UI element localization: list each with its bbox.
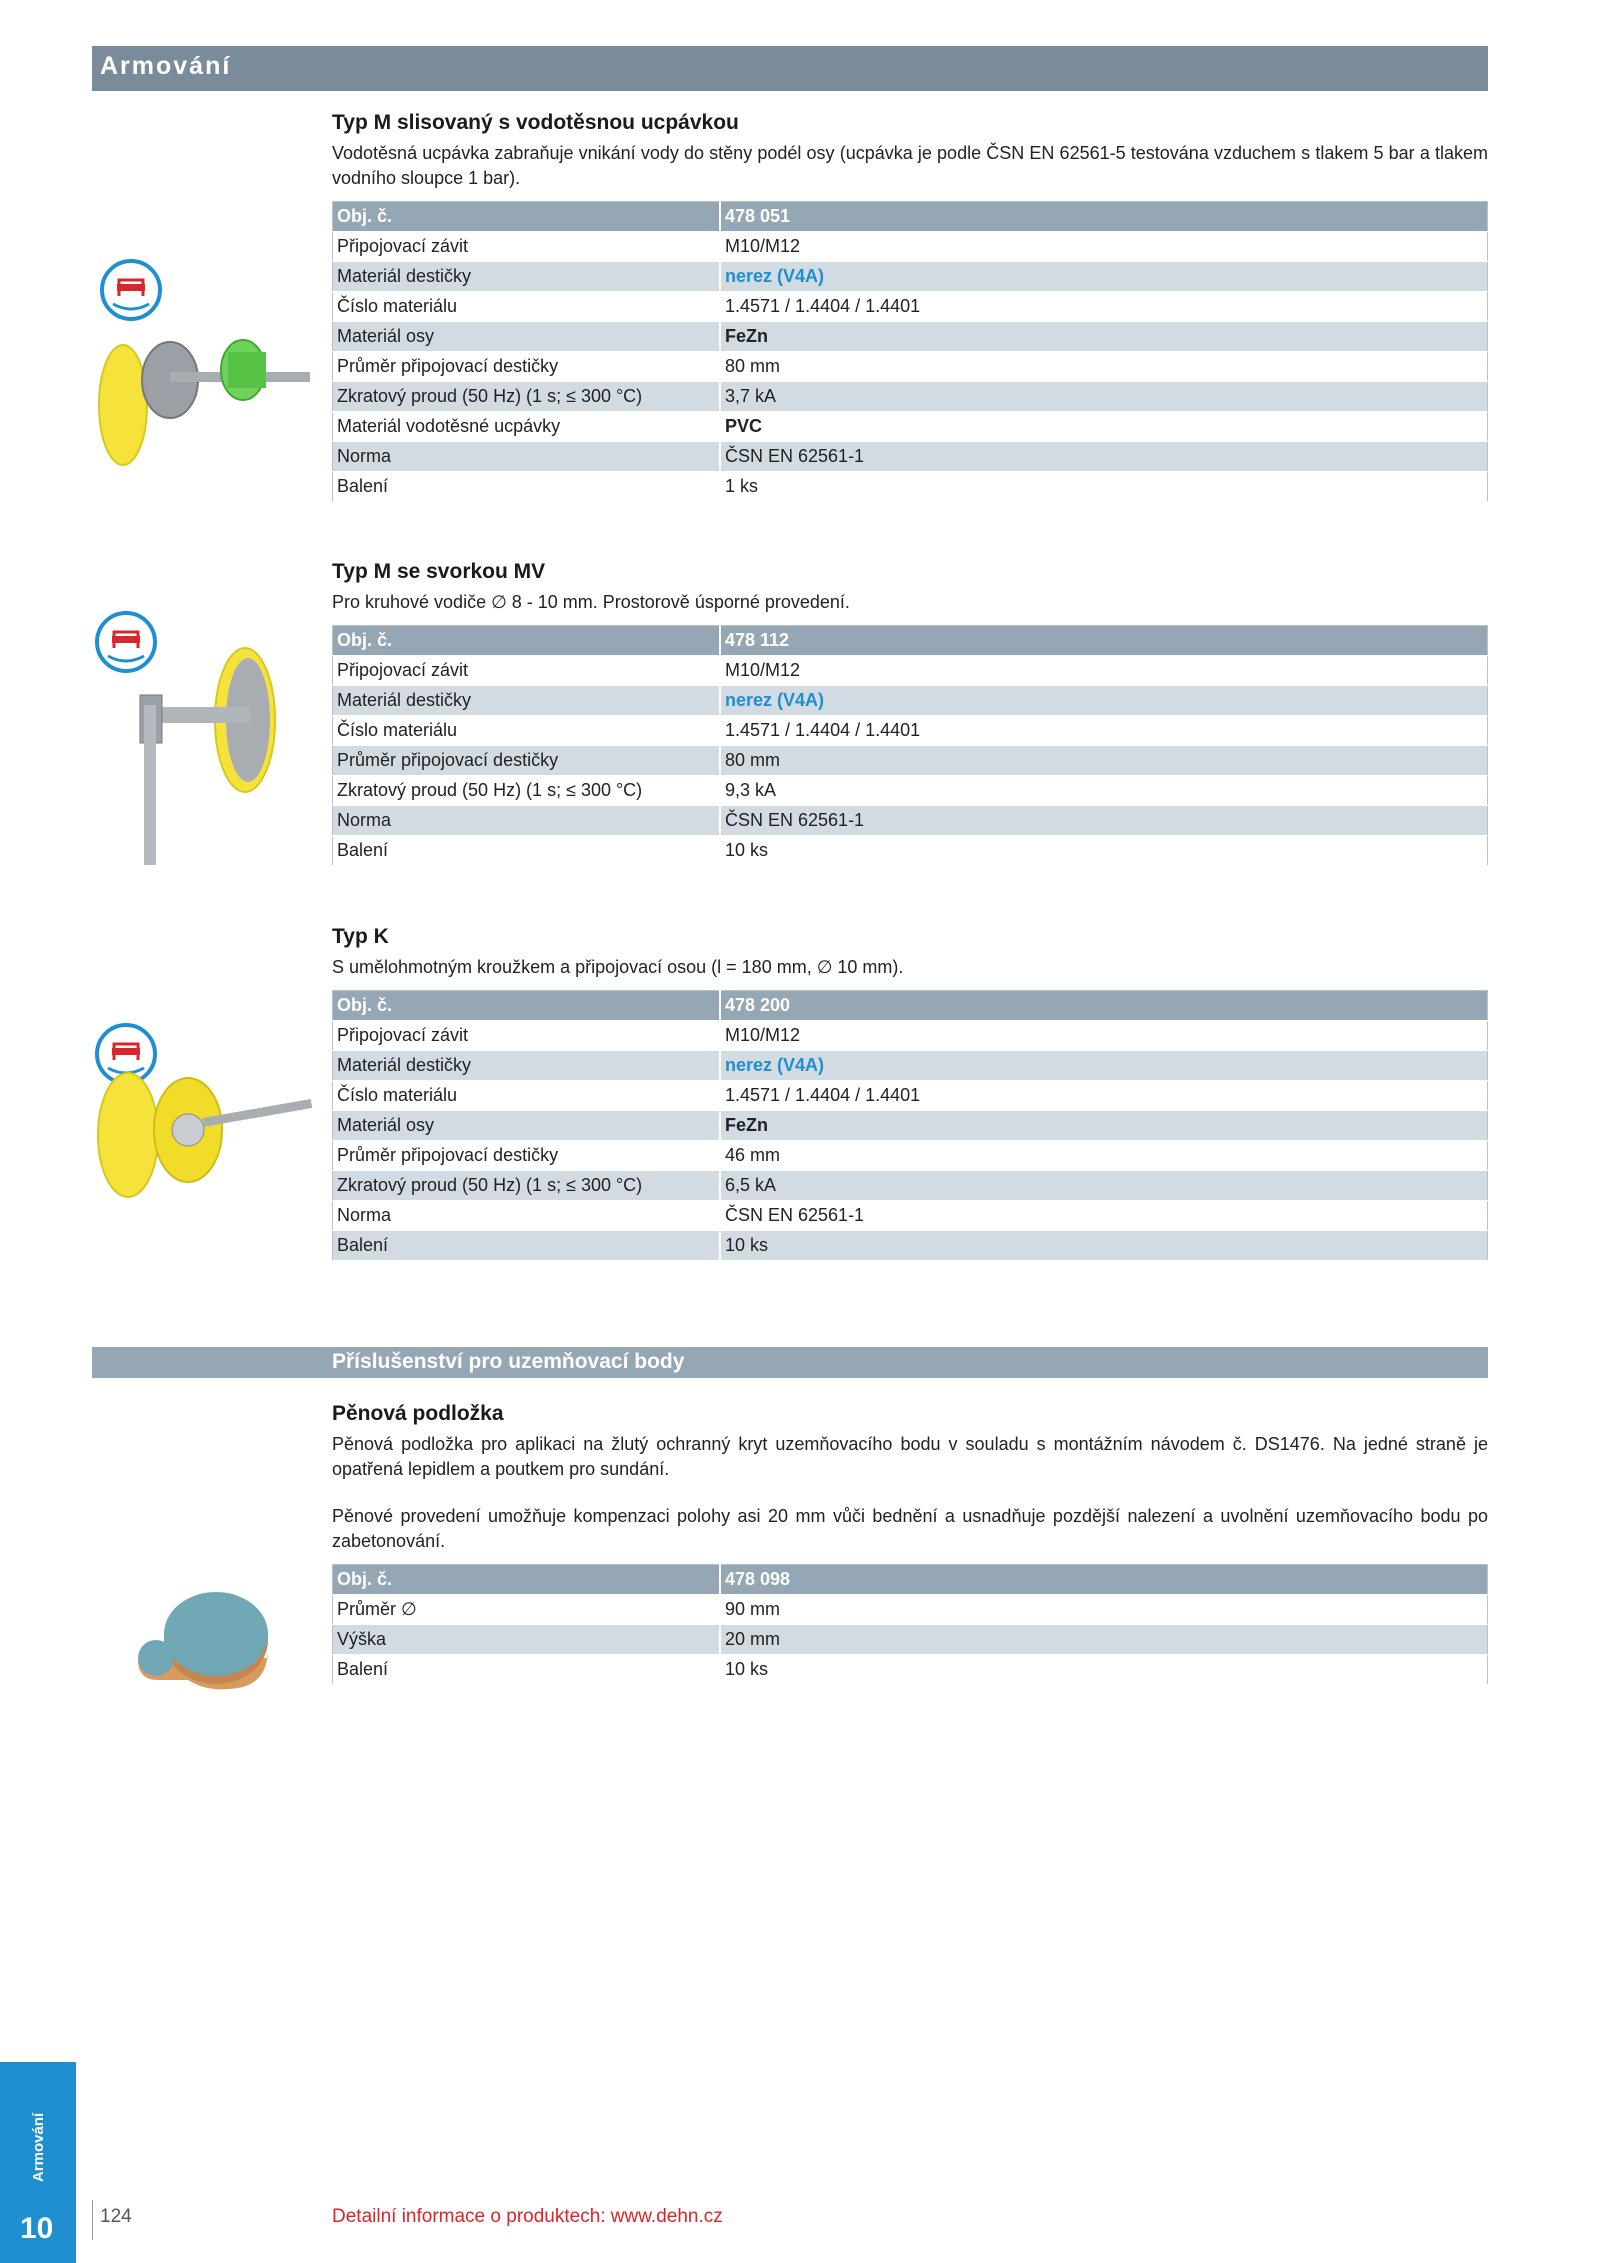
table-row [333, 1201, 1488, 1231]
table-row [333, 442, 1488, 472]
table-cell: Zkratový proud (50 Hz) (1 s; ≤ 300 °C) [333, 382, 721, 412]
table-row [333, 412, 1488, 442]
section-description: S umělohmotným kroužkem a připojovací osou (l = 180 mm, ∅ 10 mm). [332, 957, 904, 977]
table-cell: 1.4571 / 1.4404 / 1.4401 [720, 716, 1488, 746]
table-cell: 20 mm [720, 1625, 1488, 1655]
table-cell: M10/M12 [720, 656, 1488, 686]
table-cell: 478 200 [720, 991, 1488, 1021]
table-cell: 10 ks [720, 836, 1488, 866]
table-row [333, 1171, 1488, 1201]
table-cell: Balení [333, 836, 721, 866]
table-row [333, 686, 1488, 716]
table-cell: 9,3 kA [720, 776, 1488, 806]
table-cell: nerez (V4A) [720, 686, 1488, 716]
table-cell: Norma [333, 1201, 721, 1231]
table-row [333, 1625, 1488, 1655]
table-cell: Průměr připojovací destičky [333, 746, 721, 776]
section-typ-k [332, 925, 1488, 1261]
accessories-title: Příslušenství pro uzemňovací body [332, 1350, 685, 1373]
table-cell: 1.4571 / 1.4404 / 1.4401 [720, 292, 1488, 322]
table-cell: M10/M12 [720, 232, 1488, 262]
page-number: 124 [100, 2206, 132, 2227]
table-cell: Průměr připojovací destičky [333, 1141, 721, 1171]
table-row [333, 232, 1488, 262]
table-row [333, 352, 1488, 382]
table-row [333, 1021, 1488, 1051]
section-title: Typ K [332, 925, 389, 948]
table-cell: Zkratový proud (50 Hz) (1 s; ≤ 300 °C) [333, 1171, 721, 1201]
table-cell: Materiál destičky [333, 686, 721, 716]
table-cell: 3,7 kA [720, 382, 1488, 412]
spec-table-478200 [332, 990, 1488, 1261]
table-cell: Obj. č. [333, 1565, 721, 1595]
table-row [333, 1141, 1488, 1171]
section-typ-m-svorka [332, 560, 1488, 866]
table-row [333, 806, 1488, 836]
table-row [333, 1231, 1488, 1261]
table-row [333, 1111, 1488, 1141]
table-cell: Zkratový proud (50 Hz) (1 s; ≤ 300 °C) [333, 776, 721, 806]
table-cell: ČSN EN 62561-1 [720, 1201, 1488, 1231]
spec-table-478098 [332, 1564, 1488, 1685]
table-cell: 80 mm [720, 746, 1488, 776]
table-cell: ČSN EN 62561-1 [720, 806, 1488, 836]
section-title: Pěnová podložka [332, 1402, 504, 1425]
product-image-478112 [120, 645, 290, 865]
table-header-row [333, 991, 1488, 1021]
product-image-478098 [128, 1588, 278, 1698]
table-header-row [333, 626, 1488, 656]
table-row [333, 1595, 1488, 1625]
section-description: Pro kruhové vodiče ∅ 8 - 10 mm. Prostorově úsporné provedení. [332, 592, 850, 612]
table-cell: Balení [333, 1655, 721, 1685]
table-cell: Číslo materiálu [333, 716, 721, 746]
table-cell: 80 mm [720, 352, 1488, 382]
table-cell: Průměr připojovací destičky [333, 352, 721, 382]
table-row [333, 262, 1488, 292]
table-cell: 478 098 [720, 1565, 1488, 1595]
table-row [333, 382, 1488, 412]
table-cell: nerez (V4A) [720, 1051, 1488, 1081]
table-cell: 478 112 [720, 626, 1488, 656]
table-header-row [333, 202, 1488, 232]
section-title: Typ M slisovaný s vodotěsnou ucpávkou [332, 111, 739, 134]
table-cell: Číslo materiálu [333, 1081, 721, 1111]
table-cell: 1 ks [720, 472, 1488, 502]
table-cell: 46 mm [720, 1141, 1488, 1171]
table-row [333, 776, 1488, 806]
table-row [333, 836, 1488, 866]
table-row [333, 746, 1488, 776]
spec-table-478112 [332, 625, 1488, 866]
table-cell: Balení [333, 472, 721, 502]
table-cell: Obj. č. [333, 626, 721, 656]
table-cell: Materiál destičky [333, 262, 721, 292]
table-cell: 478 051 [720, 202, 1488, 232]
accessories-header [92, 1347, 1488, 1378]
chapter-side-tab [0, 2062, 76, 2263]
table-row [333, 1081, 1488, 1111]
table-row [333, 1051, 1488, 1081]
table-header-row [333, 1565, 1488, 1595]
table-row [333, 322, 1488, 352]
table-cell: Připojovací závit [333, 1021, 721, 1051]
table-cell: Připojovací závit [333, 232, 721, 262]
section-typ-m-ucpavka [332, 111, 1488, 502]
table-cell: nerez (V4A) [720, 262, 1488, 292]
table-cell: M10/M12 [720, 1021, 1488, 1051]
table-cell: 90 mm [720, 1595, 1488, 1625]
table-cell: 6,5 kA [720, 1171, 1488, 1201]
section-penova-podlozka [332, 1402, 1488, 1685]
table-cell: Materiál osy [333, 1111, 721, 1141]
table-cell: Materiál destičky [333, 1051, 721, 1081]
table-row [333, 472, 1488, 502]
spec-table-478051 [332, 201, 1488, 502]
page-header [92, 46, 1488, 91]
section-description: Vodotěsná ucpávka zabraňuje vnikání vody do stěny podél osy (ucpávka je podle ČSN EN 62561-5 testována vzduchem s tlakem 5 bar a tlakem vodního sloupce 1 bar). [332, 143, 1488, 188]
table-cell: Norma [333, 806, 721, 836]
table-cell: Materiál osy [333, 322, 721, 352]
table-row [333, 1655, 1488, 1685]
chapter-label: Armování [30, 2112, 47, 2182]
table-cell: Výška [333, 1625, 721, 1655]
footer-link-text[interactable]: Detailní informace o produktech: www.dehn.cz [332, 2206, 723, 2227]
section-description: Pěnová podložka pro aplikaci na žlutý ochranný kryt uzemňovacího bodu v souladu s montážním návodem č. DS1476. Na jedné straně je opatřená lepidlem a poutkem pro sundání. [332, 1434, 1488, 1479]
table-cell: 10 ks [720, 1231, 1488, 1261]
section-description-2: Pěnové provedení umožňuje kompenzaci polohy asi 20 mm vůči bednění a usnadňuje pozdější nalezení a uvolnění uzemňovacího bodu po zabetonování. [332, 1506, 1488, 1551]
table-cell: ČSN EN 62561-1 [720, 442, 1488, 472]
table-cell: Průměr ∅ [333, 1595, 721, 1625]
table-cell: 10 ks [720, 1655, 1488, 1685]
footer-divider [92, 2200, 93, 2240]
product-image-478051 [88, 310, 318, 470]
page-header-title: Armování [100, 52, 232, 80]
table-cell: Připojovací závit [333, 656, 721, 686]
table-row [333, 292, 1488, 322]
table-cell: Balení [333, 1231, 721, 1261]
table-cell: Obj. č. [333, 202, 721, 232]
product-image-478200 [88, 1050, 318, 1220]
table-cell: 1.4571 / 1.4404 / 1.4401 [720, 1081, 1488, 1111]
table-cell: Norma [333, 442, 721, 472]
table-cell: PVC [720, 412, 1488, 442]
table-cell: Číslo materiálu [333, 292, 721, 322]
table-cell: Obj. č. [333, 991, 721, 1021]
chapter-number: 10 [20, 2212, 54, 2245]
table-cell: FeZn [720, 1111, 1488, 1141]
table-row [333, 716, 1488, 746]
table-row [333, 656, 1488, 686]
table-cell: FeZn [720, 322, 1488, 352]
section-title: Typ M se svorkou MV [332, 560, 546, 583]
table-cell: Materiál vodotěsné ucpávky [333, 412, 721, 442]
